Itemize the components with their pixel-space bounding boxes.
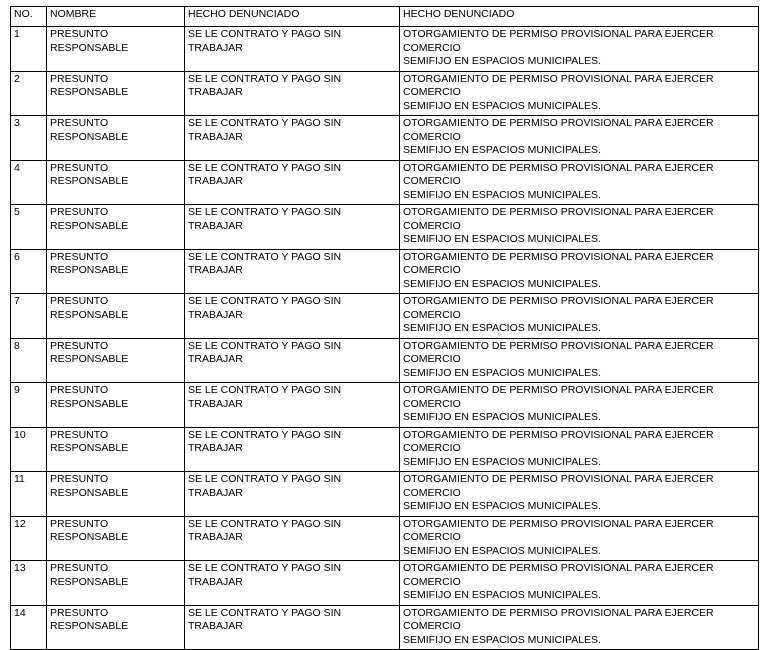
cell-hecho-denunciado-2	[400, 605, 759, 650]
cell-nombre-line-2: RESPONSABLE	[50, 620, 129, 632]
cell-hecho-denunciado-2-line-2: SEMIFIJO EN ESPACIOS MUNICIPALES.	[403, 455, 601, 468]
cell-nombre-line-2: RESPONSABLE	[50, 353, 129, 365]
cell-hecho-denunciado-1: SE LE CONTRATO Y PAGO SIN TRABAJAR	[185, 561, 400, 606]
cell-hecho-denunciado-2	[400, 561, 759, 606]
cell-hecho-denunciado-2-line-2: SEMIFIJO EN ESPACIOS MUNICIPALES.	[403, 99, 601, 112]
cell-hecho-denunciado-2-line-2: SEMIFIJO EN ESPACIOS MUNICIPALES.	[403, 322, 601, 334]
cell-hecho-denunciado-1: SE LE CONTRATO Y PAGO SIN TRABAJAR	[185, 294, 400, 339]
cell-nombre	[47, 294, 185, 339]
cell-hecho-denunciado-2	[400, 294, 759, 339]
cell-hecho-denunciado-1: SE LE CONTRATO Y PAGO SIN TRABAJAR	[185, 27, 400, 72]
cell-no: 3	[11, 116, 47, 161]
cell-nombre	[47, 116, 185, 161]
cell-nombre-line-1: PRESUNTO	[50, 606, 109, 619]
column-header-nombre: NOMBRE	[47, 7, 185, 27]
cell-no: 4	[11, 160, 47, 205]
cell-nombre-line-1: PRESUNTO	[50, 117, 109, 129]
cell-no: 6	[11, 249, 47, 294]
cell-nombre-line-2: RESPONSABLE	[50, 442, 129, 454]
cell-hecho-denunciado-2	[400, 383, 759, 428]
table-row	[11, 472, 759, 517]
cell-hecho-denunciado-1: SE LE CONTRATO Y PAGO SIN TRABAJAR	[185, 249, 400, 294]
cell-no: 13	[11, 561, 47, 606]
cell-hecho-denunciado-1: SE LE CONTRATO Y PAGO SIN TRABAJAR	[185, 71, 400, 116]
cell-hecho-denunciado-1: SE LE CONTRATO Y PAGO SIN TRABAJAR	[185, 338, 400, 383]
cell-hecho-denunciado-1: SE LE CONTRATO Y PAGO SIN TRABAJAR	[185, 160, 400, 205]
cell-hecho-denunciado-2-line-1: OTORGAMIENTO DE PERMISO PROVISIONAL PARA EJERCER COMERCIO	[403, 295, 714, 321]
cell-hecho-denunciado-2-line-1: OTORGAMIENTO DE PERMISO PROVISIONAL PARA EJERCER COMERCIO	[403, 562, 714, 588]
table-row	[11, 71, 759, 116]
cell-hecho-denunciado-2-line-2: SEMIFIJO EN ESPACIOS MUNICIPALES.	[403, 55, 601, 67]
cell-nombre-line-2: RESPONSABLE	[50, 175, 129, 187]
cell-hecho-denunciado-2-line-1: OTORGAMIENTO DE PERMISO PROVISIONAL PARA EJERCER COMERCIO	[403, 473, 714, 499]
cell-nombre-line-2: RESPONSABLE	[50, 86, 129, 98]
cell-hecho-denunciado-1: SE LE CONTRATO Y PAGO SIN TRABAJAR	[185, 427, 400, 472]
cell-hecho-denunciado-2-line-1: OTORGAMIENTO DE PERMISO PROVISIONAL PARA EJERCER COMERCIO	[403, 250, 714, 276]
column-header-no: NO.	[11, 7, 47, 27]
cell-hecho-denunciado-2-line-2: SEMIFIJO EN ESPACIOS MUNICIPALES.	[403, 544, 601, 557]
cell-no: 14	[11, 605, 47, 650]
cell-hecho-denunciado-1: SE LE CONTRATO Y PAGO SIN TRABAJAR	[185, 605, 400, 650]
cell-no: 7	[11, 294, 47, 339]
cell-hecho-denunciado-2	[400, 160, 759, 205]
denuncias-table	[10, 6, 759, 650]
cell-nombre-line-2: RESPONSABLE	[50, 308, 129, 321]
column-header-hecho-denunciado-2: HECHO DENUNCIADO	[400, 7, 759, 27]
cell-nombre	[47, 71, 185, 116]
cell-nombre	[47, 516, 185, 561]
cell-no: 5	[11, 205, 47, 250]
cell-nombre-line-2: RESPONSABLE	[50, 264, 129, 276]
cell-hecho-denunciado-2	[400, 516, 759, 561]
cell-nombre-line-2: RESPONSABLE	[50, 575, 129, 588]
cell-nombre	[47, 27, 185, 72]
cell-nombre-line-1: PRESUNTO	[50, 250, 109, 263]
cell-nombre	[47, 205, 185, 250]
table-row	[11, 605, 759, 650]
cell-nombre-line-1: PRESUNTO	[50, 206, 109, 218]
table-row	[11, 27, 759, 72]
cell-no: 10	[11, 427, 47, 472]
cell-nombre	[47, 472, 185, 517]
cell-nombre-line-1: PRESUNTO	[50, 473, 109, 485]
table-header-row	[11, 7, 759, 27]
table-row	[11, 427, 759, 472]
cell-nombre	[47, 427, 185, 472]
cell-hecho-denunciado-1: SE LE CONTRATO Y PAGO SIN TRABAJAR	[185, 383, 400, 428]
table-row	[11, 561, 759, 606]
table-row	[11, 516, 759, 561]
cell-nombre	[47, 160, 185, 205]
cell-no: 2	[11, 71, 47, 116]
cell-hecho-denunciado-2	[400, 338, 759, 383]
cell-nombre-line-1: PRESUNTO	[50, 562, 109, 574]
table-row	[11, 160, 759, 205]
cell-hecho-denunciado-2	[400, 27, 759, 72]
cell-nombre	[47, 561, 185, 606]
cell-nombre	[47, 249, 185, 294]
cell-nombre-line-2: RESPONSABLE	[50, 397, 129, 410]
table-row	[11, 116, 759, 161]
cell-hecho-denunciado-2	[400, 472, 759, 517]
column-header-hecho-denunciado-1: HECHO DENUNCIADO	[185, 7, 400, 27]
table-row	[11, 249, 759, 294]
cell-hecho-denunciado-2-line-1: OTORGAMIENTO DE PERMISO PROVISIONAL PARA EJERCER COMERCIO	[403, 206, 714, 232]
cell-no: 12	[11, 516, 47, 561]
cell-nombre	[47, 338, 185, 383]
table-header	[11, 7, 759, 27]
cell-hecho-denunciado-2-line-2: SEMIFIJO EN ESPACIOS MUNICIPALES.	[403, 277, 601, 290]
cell-hecho-denunciado-2-line-1: OTORGAMIENTO DE PERMISO PROVISIONAL PARA EJERCER COMERCIO	[403, 117, 714, 143]
cell-no: 1	[11, 27, 47, 72]
table-row	[11, 205, 759, 250]
cell-hecho-denunciado-2-line-1: OTORGAMIENTO DE PERMISO PROVISIONAL PARA EJERCER COMERCIO	[403, 384, 714, 410]
cell-hecho-denunciado-2-line-2: SEMIFIJO EN ESPACIOS MUNICIPALES.	[403, 500, 601, 512]
cell-hecho-denunciado-2	[400, 205, 759, 250]
table-body	[11, 27, 759, 650]
cell-nombre-line-1: PRESUNTO	[50, 28, 109, 40]
cell-hecho-denunciado-2-line-2: SEMIFIJO EN ESPACIOS MUNICIPALES.	[403, 411, 601, 423]
cell-hecho-denunciado-1: SE LE CONTRATO Y PAGO SIN TRABAJAR	[185, 516, 400, 561]
cell-hecho-denunciado-2-line-1: OTORGAMIENTO DE PERMISO PROVISIONAL PARA EJERCER COMERCIO	[403, 517, 714, 543]
cell-nombre-line-1: PRESUNTO	[50, 384, 109, 396]
cell-hecho-denunciado-1: SE LE CONTRATO Y PAGO SIN TRABAJAR	[185, 205, 400, 250]
cell-nombre-line-2: RESPONSABLE	[50, 219, 129, 232]
cell-nombre-line-2: RESPONSABLE	[50, 531, 129, 543]
cell-nombre-line-2: RESPONSABLE	[50, 486, 129, 499]
cell-hecho-denunciado-2-line-2: SEMIFIJO EN ESPACIOS MUNICIPALES.	[403, 144, 601, 156]
table-row	[11, 294, 759, 339]
cell-hecho-denunciado-2-line-2: SEMIFIJO EN ESPACIOS MUNICIPALES.	[403, 589, 601, 601]
cell-no: 9	[11, 383, 47, 428]
cell-hecho-denunciado-2	[400, 249, 759, 294]
cell-nombre-line-1: PRESUNTO	[50, 339, 109, 352]
cell-hecho-denunciado-2-line-2: SEMIFIJO EN ESPACIOS MUNICIPALES.	[403, 188, 601, 201]
cell-hecho-denunciado-2-line-1: OTORGAMIENTO DE PERMISO PROVISIONAL PARA EJERCER COMERCIO	[403, 28, 714, 54]
cell-hecho-denunciado-2-line-1: OTORGAMIENTO DE PERMISO PROVISIONAL PARA EJERCER COMERCIO	[403, 72, 714, 98]
cell-hecho-denunciado-2-line-2: SEMIFIJO EN ESPACIOS MUNICIPALES.	[403, 366, 601, 379]
cell-hecho-denunciado-2-line-1: OTORGAMIENTO DE PERMISO PROVISIONAL PARA EJERCER COMERCIO	[403, 339, 714, 365]
cell-nombre-line-1: PRESUNTO	[50, 295, 109, 307]
cell-hecho-denunciado-2-line-1: OTORGAMIENTO DE PERMISO PROVISIONAL PARA EJERCER COMERCIO	[403, 606, 714, 632]
cell-nombre	[47, 605, 185, 650]
cell-hecho-denunciado-2	[400, 71, 759, 116]
cell-hecho-denunciado-1: SE LE CONTRATO Y PAGO SIN TRABAJAR	[185, 472, 400, 517]
cell-hecho-denunciado-2-line-2: SEMIFIJO EN ESPACIOS MUNICIPALES.	[403, 633, 601, 646]
cell-nombre-line-1: PRESUNTO	[50, 428, 109, 441]
cell-hecho-denunciado-1: SE LE CONTRATO Y PAGO SIN TRABAJAR	[185, 116, 400, 161]
cell-nombre-line-1: PRESUNTO	[50, 72, 109, 85]
cell-hecho-denunciado-2-line-1: OTORGAMIENTO DE PERMISO PROVISIONAL PARA EJERCER COMERCIO	[403, 161, 714, 187]
cell-hecho-denunciado-2-line-2: SEMIFIJO EN ESPACIOS MUNICIPALES.	[403, 233, 601, 245]
cell-hecho-denunciado-2	[400, 116, 759, 161]
cell-nombre-line-2: RESPONSABLE	[50, 130, 129, 143]
table-row	[11, 383, 759, 428]
cell-nombre-line-1: PRESUNTO	[50, 161, 109, 174]
cell-no: 8	[11, 338, 47, 383]
cell-nombre-line-1: PRESUNTO	[50, 517, 109, 530]
table-row	[11, 338, 759, 383]
cell-nombre	[47, 383, 185, 428]
cell-no: 11	[11, 472, 47, 517]
cell-nombre-line-2: RESPONSABLE	[50, 41, 129, 54]
cell-hecho-denunciado-2-line-1: OTORGAMIENTO DE PERMISO PROVISIONAL PARA EJERCER COMERCIO	[403, 428, 714, 454]
cell-hecho-denunciado-2	[400, 427, 759, 472]
